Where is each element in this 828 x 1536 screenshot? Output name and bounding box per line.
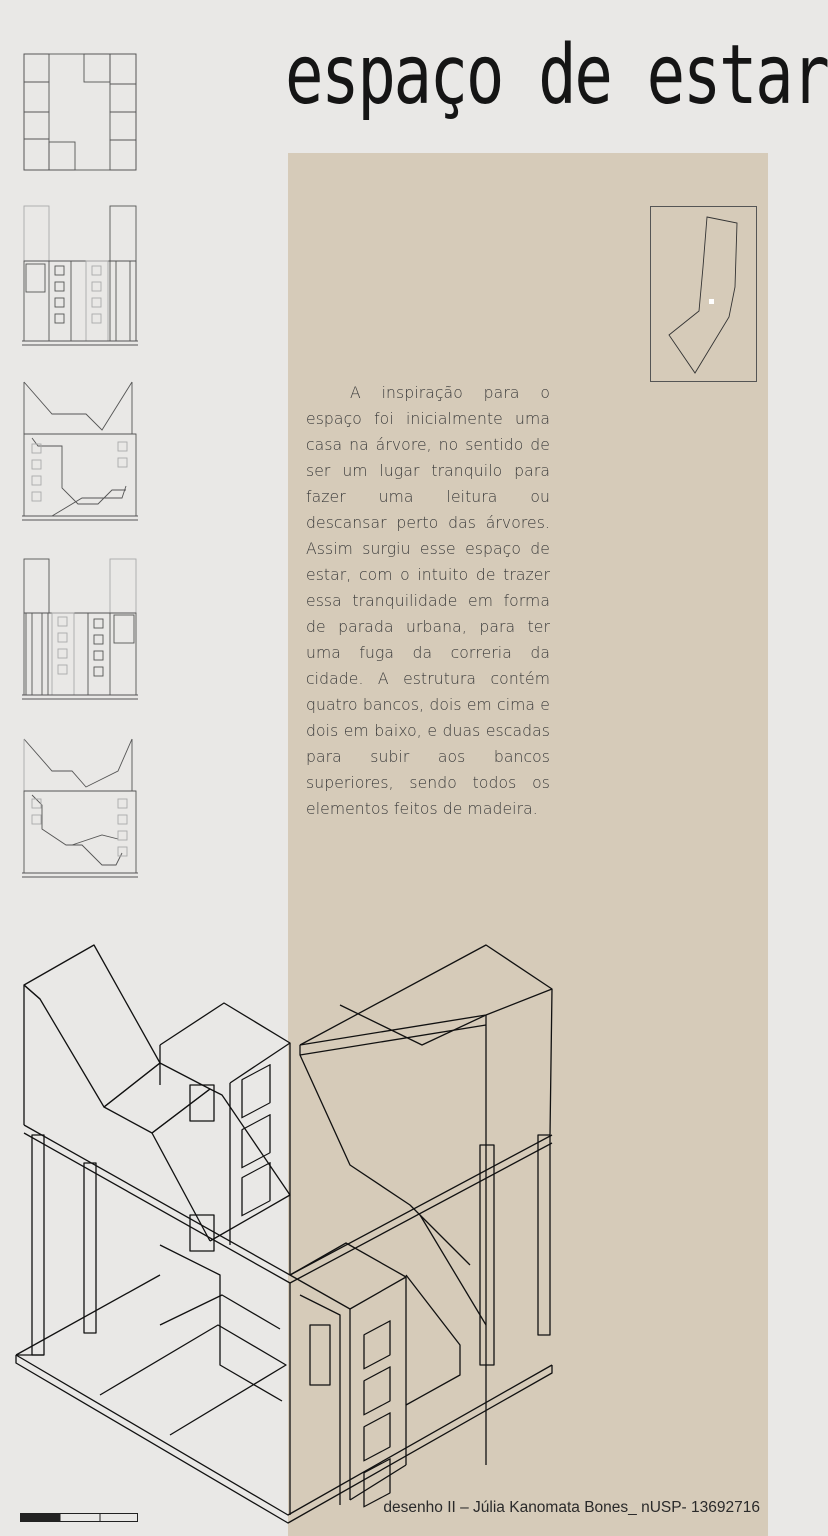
description-text: A inspiração para o espaço foi inicialmente uma casa na árvore, no sentido de ser um lugar tranquilo para fazer uma leitura ou descansar perto das árvores. Assim surgiu esse espaço de estar, com o intuito de trazer essa tranquilidade em forma de parada urbana, para ter uma fuga da correria da cidade. A estrutura contém quatro bancos, dois em cima e dois em baixo, e duas escadas para subir aos bancos superiores, sendo todos os elementos feitos de madeira. xyxy=(306,384,550,818)
author-credit: desenho II – Júlia Kanomata Bones_ nUSP- 13692716 xyxy=(383,1499,760,1516)
drawing-front-elevation xyxy=(22,204,138,350)
drawing-plan-view xyxy=(22,52,138,172)
location-map xyxy=(650,206,757,382)
isometric-drawing xyxy=(10,945,560,1525)
scale-bar xyxy=(20,1513,138,1522)
drawing-side-elevation-right xyxy=(22,735,138,881)
location-marker-icon xyxy=(709,299,714,304)
drawing-rear-elevation xyxy=(22,557,138,703)
page-title: espaço de estar xyxy=(285,28,828,123)
drawing-side-elevation-left xyxy=(22,378,138,524)
